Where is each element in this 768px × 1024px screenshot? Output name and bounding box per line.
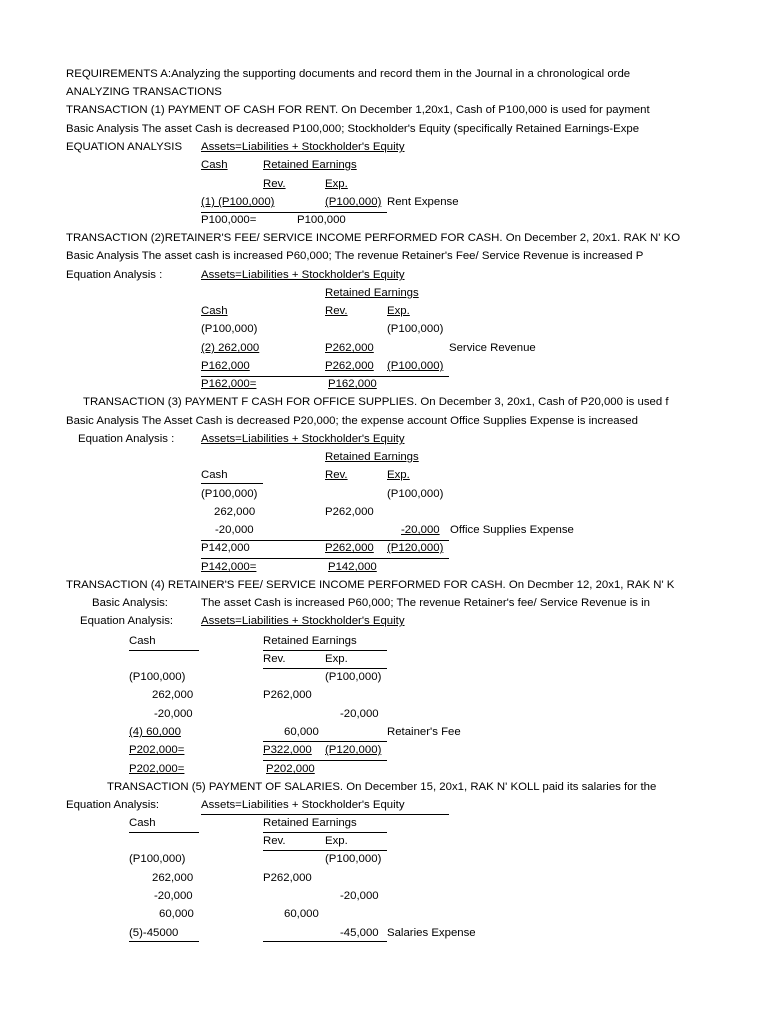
transaction-title: TRANSACTION (5) PAYMENT OF SALARIES. On December 15, 20x1, RAK N' KOLL paid its salaries for the — [107, 781, 657, 793]
equation-label: Equation Analysis: — [80, 615, 174, 627]
rev-entry: 60,000 — [284, 908, 319, 920]
account-note: Salaries Expense — [387, 927, 476, 939]
header-rule — [263, 650, 387, 651]
cash-entry: -20,000 — [154, 708, 193, 720]
header-rule — [263, 832, 387, 833]
equity-total: P202,000 — [266, 763, 315, 775]
rev-entry: P262,000 — [263, 872, 312, 884]
cash-entry: (1) (P100,000) — [201, 196, 275, 208]
cash-entry: 262,000 — [152, 689, 194, 701]
subtotal-rule — [263, 941, 387, 942]
cash-entry: (2) 262,000 — [201, 342, 260, 354]
basic-analysis-label: Basic Analysis: — [92, 597, 168, 609]
cash-header: Cash — [201, 469, 228, 481]
exp-entry: -20,000 — [340, 890, 379, 902]
basic-analysis: Basic Analysis The asset Cash is decreased P100,000; Stockholder's Equity (specifically Retained Earnings-Expe — [66, 123, 640, 135]
exp-entry: -45,000 — [340, 927, 379, 939]
cash-header: Cash — [129, 817, 156, 829]
exp-header: Exp. — [325, 178, 348, 190]
total-rule — [263, 558, 449, 559]
section-title: ANALYZING TRANSACTIONS — [66, 86, 222, 98]
header-rule — [263, 668, 387, 669]
rev-subtotal: P322,000 — [263, 744, 312, 756]
total-rule — [263, 760, 387, 761]
equation-label: Equation Analysis : — [66, 269, 163, 281]
cash-entry: (P100,000) — [129, 671, 186, 683]
cash-entry: (4) 60,000 — [129, 726, 181, 738]
cash-subtotal: P162,000 — [201, 360, 250, 372]
subtotal-rule — [129, 941, 199, 942]
account-note: Retainer's Fee — [387, 726, 461, 738]
header-rule — [201, 483, 263, 484]
cash-entry: 262,000 — [152, 872, 194, 884]
cash-entry: 262,000 — [214, 506, 256, 518]
cash-entry: (P100,000) — [129, 853, 186, 865]
rev-entry: P262,000 — [325, 342, 374, 354]
header-rule — [129, 832, 199, 833]
transaction-title: TRANSACTION (2)RETAINER'S FEE/ SERVICE INCOME PERFORMED FOR CASH. On December 2, 20x1. RAK N' KO — [66, 232, 681, 244]
equation-header: Assets=Liabilities + Stockholder's Equity — [201, 799, 405, 811]
exp-subtotal: (P120,000) — [387, 542, 444, 554]
exp-header: Exp. — [387, 469, 410, 481]
cash-entry: (P100,000) — [201, 323, 258, 335]
exp-subtotal: (P120,000) — [325, 744, 382, 756]
cash-subtotal: P202,000= — [129, 744, 185, 756]
basic-analysis: Basic Analysis The asset cash is increased P60,000; The revenue Retainer's Fee/ Service Revenue is increased P — [66, 250, 644, 262]
exp-header: Exp. — [325, 653, 348, 665]
total-rule — [201, 558, 263, 559]
cash-header: Cash — [201, 305, 228, 317]
transaction-title: TRANSACTION (4) RETAINER'S FEE/ SERVICE INCOME PERFORMED FOR CASH. On Decmber 12, 20x1, RAK N' K — [66, 579, 675, 591]
exp-entry: (P100,000) — [387, 488, 444, 500]
retained-earnings-header: Retained Earnings — [325, 451, 419, 463]
retained-earnings-header: Retained Earnings — [263, 159, 357, 171]
equation-header: Assets=Liabilities + Stockholder's Equity — [201, 433, 405, 445]
cash-total: P202,000= — [129, 763, 185, 775]
exp-entry: (P100,000) — [325, 853, 382, 865]
header-rule — [129, 650, 199, 651]
rev-header: Rev. — [325, 305, 348, 317]
equation-header: Assets=Liabilities + Stockholder's Equity — [201, 615, 405, 627]
cash-total: P142,000= — [201, 561, 257, 573]
equation-header: Assets=Liabilities + Stockholder's Equity — [201, 269, 405, 281]
basic-analysis: Basic Analysis The Asset Cash is decreased P20,000; the expense account Office Supplies Expense is increased — [66, 415, 638, 427]
rev-header: Rev. — [325, 469, 348, 481]
retained-earnings-header: Retained Earnings — [263, 635, 357, 647]
account-note: Office Supplies Expense — [450, 524, 574, 536]
equation-header: Assets=Liabilities + Stockholder's Equity — [201, 141, 405, 153]
cash-entry: (P100,000) — [201, 488, 258, 500]
rev-header: Rev. — [263, 178, 286, 190]
exp-entry: -20,000 — [340, 708, 379, 720]
subtotal-rule — [263, 741, 387, 742]
exp-header: Exp. — [325, 835, 348, 847]
exp-entry: (P100,000) — [387, 323, 444, 335]
rev-entry: P262,000 — [325, 506, 374, 518]
exp-header: Exp. — [387, 305, 410, 317]
equation-label: EQUATION ANALYSIS — [66, 141, 183, 153]
cash-total: P162,000= — [201, 378, 257, 390]
exp-entry: -20,000 — [401, 524, 440, 536]
retained-earnings-header: Retained Earnings — [325, 287, 419, 299]
rev-header: Rev. — [263, 653, 286, 665]
cash-header: Cash — [129, 635, 156, 647]
transaction-title: TRANSACTION (1) PAYMENT OF CASH FOR RENT. On December 1,20x1, Cash of P100,000 is used for payment — [66, 104, 650, 116]
rev-subtotal: P262,000 — [325, 360, 374, 372]
equity-total: P100,000 — [297, 214, 346, 226]
account-note: Service Revenue — [449, 342, 536, 354]
header-rule — [201, 814, 449, 815]
equity-total: P142,000 — [328, 561, 377, 573]
cash-entry: 60,000 — [159, 908, 194, 920]
transaction-title: TRANSACTION (3) PAYMENT F CASH FOR OFFICE SUPPLIES. On December 3, 20x1, Cash of P20,000 is used f — [83, 396, 669, 408]
header-rule — [263, 850, 387, 851]
equation-label: Equation Analysis : — [78, 433, 175, 445]
basic-analysis: The asset Cash is increased P60,000; The revenue Retainer's fee/ Service Revenue is in — [201, 597, 650, 609]
cash-subtotal: P142,000 — [201, 542, 250, 554]
exp-entry: (P100,000) — [325, 196, 382, 208]
cash-header: Cash — [201, 159, 228, 171]
cash-total: P100,000= — [201, 214, 257, 226]
cash-entry: -20,000 — [215, 524, 254, 536]
equation-label: Equation Analysis: — [66, 799, 160, 811]
exp-entry: (P100,000) — [325, 671, 382, 683]
requirements-line: REQUIREMENTS A:Analyzing the supporting documents and record them in the Journal in a chronological orde — [66, 68, 631, 80]
exp-subtotal: (P100,000) — [387, 360, 444, 372]
account-note: Rent Expense — [387, 196, 459, 208]
cash-entry: (5)-45000 — [129, 927, 179, 939]
rev-entry: 60,000 — [284, 726, 319, 738]
retained-earnings-header: Retained Earnings — [263, 817, 357, 829]
rev-header: Rev. — [263, 835, 286, 847]
rev-subtotal: P262,000 — [325, 542, 374, 554]
cash-entry: -20,000 — [154, 890, 193, 902]
rev-entry: P262,000 — [263, 689, 312, 701]
equity-total: P162,000 — [328, 378, 377, 390]
